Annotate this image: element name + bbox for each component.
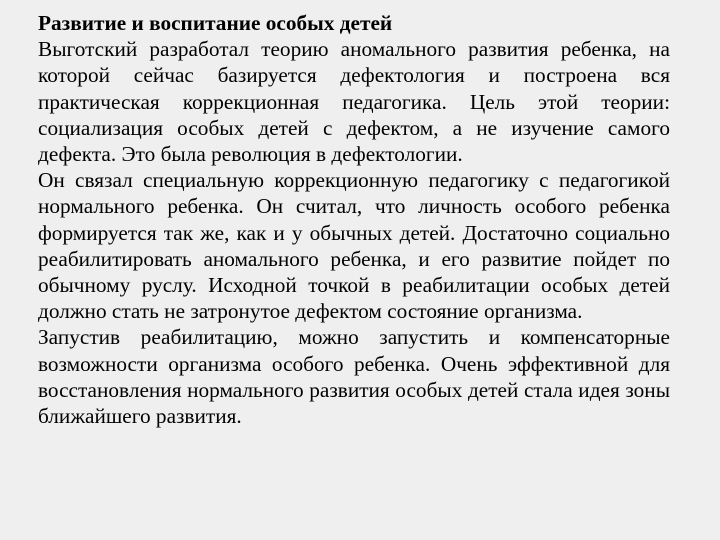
paragraph-vygotsky-theory: Выготский разработал теорию аномального развития ребенка, на которой сейчас базируется дефектология и построена вся практическая коррекционная педагогика. Цель этой теории: социализация особых детей с дефектом, а не изучение самого дефекта. Это была революция в дефектологии. [38, 37, 670, 167]
paragraph-rehabilitation: Запустив реабилитацию, можно запустить и компенсаторные возможности организма особого ребенка. Очень эффективной для восстановления нормального развития особых детей стала идея зоны ближайшего развития. [38, 325, 670, 429]
slide-content [38, 10, 670, 429]
paragraph-correctional-pedagogy: Он связал специальную коррекционную педагогику с педагогикой нормального ребенка. Он считал, что личность особого ребенка формируется так же, как и у обычных детей. Достаточно социально реабилитировать аномального ребенка, и его развитие пойдет по обычному руслу. Исходной точкой в реабилитации особых детей должно стать не затронутое дефектом состояние организма. [38, 168, 670, 324]
slide-title: Развитие и воспитание особых детей [38, 11, 393, 35]
